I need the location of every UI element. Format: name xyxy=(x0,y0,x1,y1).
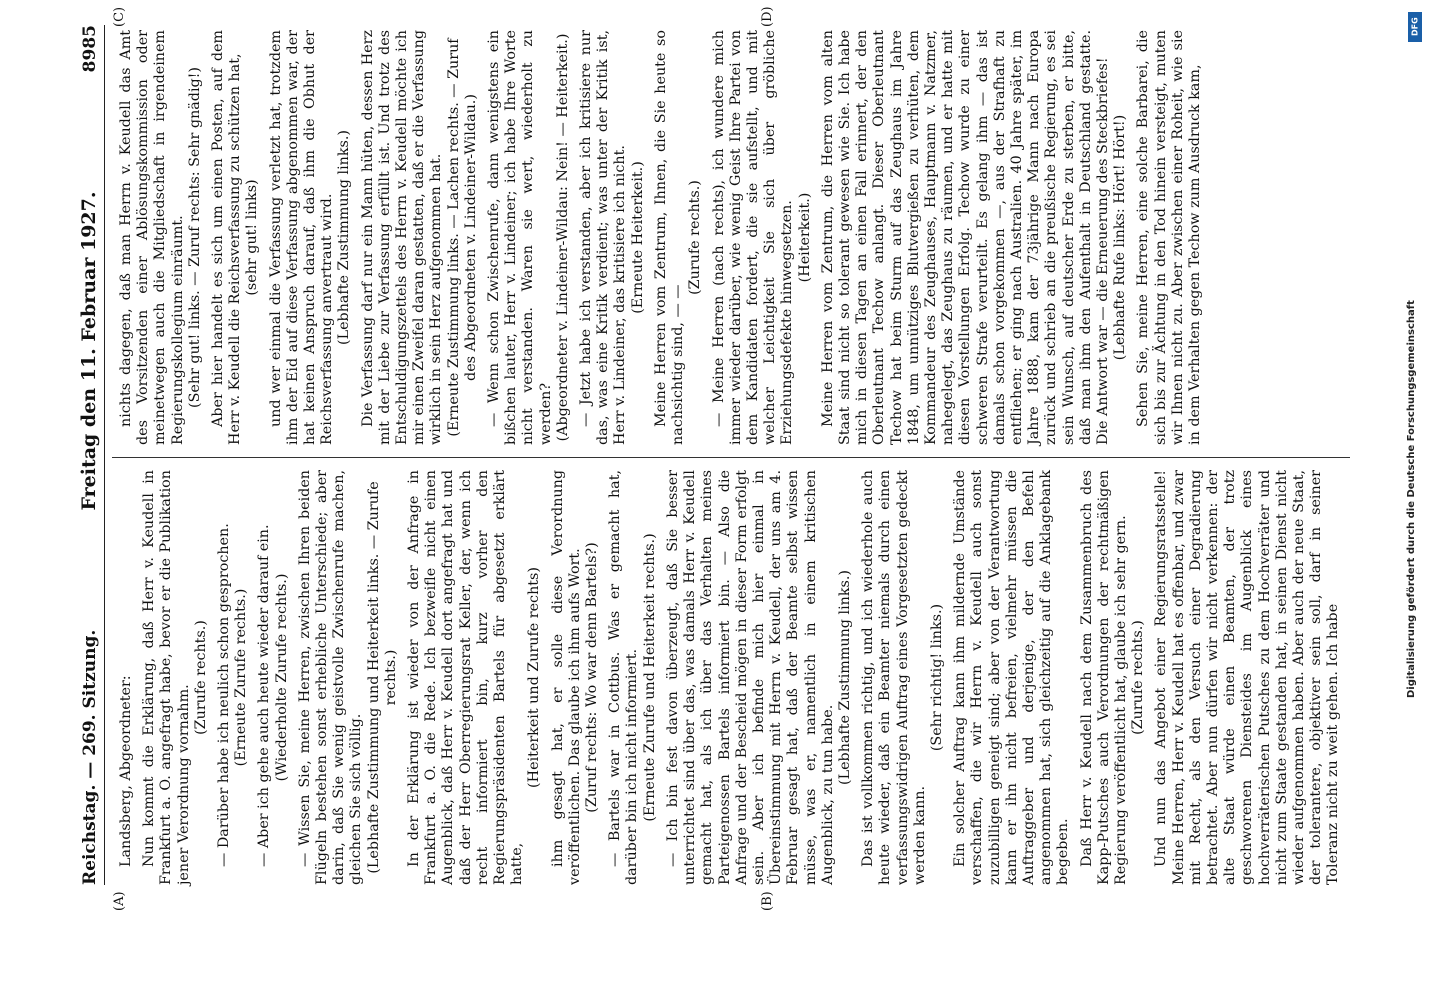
paragraph: (Lebhafte Zustimmung links.) xyxy=(836,570,853,785)
dfg-sidebar xyxy=(1404,8,1424,998)
text-column-left xyxy=(112,470,1343,885)
paragraph: — Bartels war in Cottbus. Was er gemacht hat, darüber bin ich nicht informiert. xyxy=(607,470,641,885)
paragraph: (Erneute Zurufe und Heiterkeit rechts.) xyxy=(641,533,658,822)
paragraph: In der Erklärung ist wieder von der Anfrage in Frankfurt a. O. die Rede. Ich bezweifle nicht einen Augenblick, daß Herr v. Keudell dort angefragt hat und daß der Herr Oberregierungsrat Keller, der, wenn ich recht informiert bin, kurz vorher den Regierungspräsidenten Bartels für abgesetzt erklärt hatte, xyxy=(406,470,526,885)
paragraph: Meine Herren vom Zentrum, Ihnen, die Sie heute so nachsichtig sind, — — xyxy=(652,30,687,445)
dfg-logo: DFG xyxy=(1408,12,1422,42)
paragraph: (Lebhafte Zustimmung und Heiterkeit links. — Zurufe rechts.) xyxy=(365,481,399,874)
paragraph: (Erneute Heiterkeit.) xyxy=(629,161,646,314)
margin-mark-c: (C) xyxy=(112,6,127,27)
paragraph: — Aber ich gehe auch heute wieder darauf ein. xyxy=(256,524,273,867)
paragraph: (Zurufe rechts.) xyxy=(192,620,209,735)
paragraph: Nun kommt die Erklärung, daß Herr v. Keudell in Frankfurt a. O. angefragt habe, bevor er die Publikation jener Verordnung vornahm. xyxy=(141,470,192,885)
paragraph: Ein solcher Auftrag kann ihm mildernde Umstände verschaffen, die wir Herrn v. Keudell auch sonst zuzubilligen geneigt sind; aber von der Verantwortung kann er ihn nicht befreien, vielmehr müssen die Auftraggeber und derjenige, der den Befehl angenommen hat, sich gleichzeitig auf die Anklagebank begeben. xyxy=(952,470,1072,885)
paragraph: Daß Herr v. Keudell nach dem Zusammenbruch des Kapp-Putsches auch Verordnungen der rechtmäßigen Regierung veröffentlicht hat, glaube ich sehr gern. xyxy=(1078,470,1129,885)
paragraph: — Darüber habe ich neulich schon gesprochen. xyxy=(216,523,233,867)
paragraph: Meine Herren vom Zentrum, die Herren vom alten Staat sind nicht so tolerant gewesen wie Sie. Ich habe mich in diesen Tagen an einen Fall erinnert, der den Oberleutnant Techow anlangt. Dieser Oberleutnant Techow hat beim Sturm auf das Zeughaus im Jahre 1848, um unnütziges Blutvergießen zu verhüten, dem Kommandeur des Zeughauses, Hauptmann v. Natzmer, nahegelegt, das Zeughaus zu räumen, und er hatte mit diesen Vorstellungen Erfolg. Techow wurde zu einer schweren Strafe verurteilt. Es gelang ihm — das ist damals schon vorgekommen —, aus der Strafhaft zu entfliehen; er ging nach Australien. 40 Jahre später, im Jahre 1888, kam der 73jährige Mann nach Europa zurück und schrieb an die preußische Regierung, es sei sein Wunsch, auf deutscher Erde zu sterben, er bitte, daß man ihm den Aufenthalt in Deutschland gestatte. Die Antwort war — die Erneuerung des Steckbriefes! xyxy=(819,30,1111,445)
paragraph: ihm gesagt hat, er solle diese Verordnung veröffentlichen. Das glaube ich ihm aufs Wort. xyxy=(549,470,583,885)
paragraph: (Erneute Zurufe rechts.) xyxy=(233,588,250,767)
paragraph: (Erneute Zustimmung links. — Lachen rechts. — Zuruf des Abgeordneten v. Lindeiner-Wildau.) xyxy=(445,38,479,437)
paragraph: — Wissen Sie, meine Herren, zwischen Ihren beiden Flügeln bestehen sonst erhebliche Unterschiede; aber darin, daß Sie wenig geistvolle Zwischenrufe machen, gleichen Sie sich völlig. xyxy=(296,470,365,885)
margin-mark-d: (D) xyxy=(760,6,775,27)
page-header xyxy=(60,25,105,885)
paragraph: Das ist vollkommen richtig, und ich wiederhole auch heute wieder, daß ein Beamter niemals durch einen verfassungswidrigen Auftrag eines Vorgesetzten gedeckt werden kann. xyxy=(860,470,928,885)
paragraph: (Heiterkeit.) xyxy=(796,192,813,283)
text-column-right xyxy=(112,30,1204,445)
paragraph: (Lebhafte Zustimmung links.) xyxy=(336,130,353,345)
paragraph: und wer einmal die Verfassung verletzt hat, trotzdem ihm der Eid auf diese Verfassung abgenommen war, der hat keinen Anspruch darauf, daß ihm die Obhut der Reichsverfassung anvertraut wird. xyxy=(267,30,336,445)
paragraph: — Ich bin fest davon überzeugt, daß Sie besser unterrichtet sind über das, was damals Herr v. Keudell gemacht hat, als ich über das Verhalten meines Parteigenossen Bartels informiert bin. — Also die Anfrage und der Bescheid mögen in dieser Form erfolgt sein. Aber ich befinde mich hier einmal in Übereinstimmung mit Herrn v. Keudell, der uns am 4. Februar gesagt hat, daß der Beamte selbst wissen müsse, was er, namentlich in einem kritischen Augenblick, zu tun habe. xyxy=(664,470,836,885)
margin-mark-a: (A) xyxy=(112,891,127,911)
paragraph: (Heiterkeit und Zurufe rechts) xyxy=(526,567,543,788)
paragraph: — Jetzt habe ich verstanden, aber ich kritisiere nur das, was eine Kritik verdient; was unter der Kritik ist, Herr v. Lindeiner, das kritisiere ich nicht. xyxy=(578,30,629,445)
paragraph: — Meine Herren (nach rechts), ich wundere mich immer wieder darüber, wie wenig Geist Ihre Partei von dem Kandidaten fordert, die sie aufstellt, und mit welcher Leichtigkeit Sie sich über gröbliche Erziehungsdefekte hinwegsetzen. xyxy=(710,30,796,445)
margin-mark-b: (B) xyxy=(760,891,775,911)
header-date: Freitag den 11. Februar 1927. xyxy=(78,191,100,511)
paragraph: nichts dagegen, daß man Herrn v. Keudell das Amt des Vorsitzenden einer Ablösungskommission oder meinetwegen auch die Mitgliedschaft in irgendeinem Regierungskollegium einräumt. xyxy=(118,30,186,445)
paragraph: Sehen Sie, meine Herren, eine solche Barbarei, die sich bis zur Ächtung in den Tod hinein versteigt, muten wir Ihnen nicht zu. Aber zwischen einer Roheit, wie sie in dem Verhalten gegen Techow zum Ausdruck kam, xyxy=(1135,30,1203,445)
paragraph: (Sehr richtig! links.) xyxy=(928,603,945,752)
paragraph: (Abgeordneter v. Lindeiner-Wildau: Nein! — Heiterkeit.) xyxy=(554,33,571,442)
paragraph: Und nun das Angebot einer Regierungsratsstelle! Meine Herren, Herr v. Keudell hat es offenbar, und zwar mit Recht, als den Versuch einer Degradierung betrachtet. Aber nun dürfen wir nicht verkennen: der alte Staat würde einen Beamten, der trotz geschworenen Diensteides im Augenblick eines hochverräterischen Putsches zu dem Hochverräter und nicht zum Staate gestanden hat, in seinen Dienst nicht wieder aufgenommen haben. Aber auch der neue Staat, der tolerantere, objektiver sein soll, darf in seiner Toleranz nicht zu weit gehen. Ich habe xyxy=(1153,470,1342,885)
paragraph: Aber hier handelt es sich um einen Posten, auf dem Herr v. Keudell die Reichsverfassung zu schützen hat, xyxy=(210,30,244,445)
paragraph: (Lebhafte Rufe links: Hört! Hört!) xyxy=(1112,114,1129,361)
page-number: 8985 xyxy=(80,25,100,73)
paragraph: (Sehr gut! links. — Zuruf rechts: Sehr gnädig!) xyxy=(186,67,203,408)
paragraph: (Wiederholte Zurufe rechts.) xyxy=(273,573,290,782)
header-left: Reichstag. — 269. Sitzung. xyxy=(80,629,100,885)
paragraph: (sehr gut! links) xyxy=(244,179,261,296)
document-page xyxy=(60,0,1360,915)
paragraph: Landsberg, Abgeordneter: xyxy=(118,675,134,867)
paragraph: (Zuruf rechts: Wo war denn Bartels?) xyxy=(584,542,601,813)
paragraph: Die Verfassung darf nur ein Mann hüten, dessen Herz mit der Liebe zur Verfassung erfüllt ist. Und trotz des Entschuldigungszettels des Herrn v. Keudell möchte ich mir einen Zweifel daran gestatten, daß er die Verfassung wirklich in sein Herz aufgenommen hat. xyxy=(359,30,445,445)
paragraph: (Zurufe rechts.) xyxy=(687,180,704,295)
paragraph: — Wenn schon Zwischenrufe, dann wenigstens ein bißchen lauter, Herr v. Lindeiner; ich habe Ihre Worte nicht verstanden. Waren sie wert, wiederholt zu werden? xyxy=(486,30,554,445)
paragraph: (Zurufe rechts.) xyxy=(1130,620,1147,735)
column-divider xyxy=(112,457,1350,458)
dfg-credit-text: Digitalisierung gefördert durch die Deutsche Forschungsgemeinschaft xyxy=(1406,300,1417,698)
